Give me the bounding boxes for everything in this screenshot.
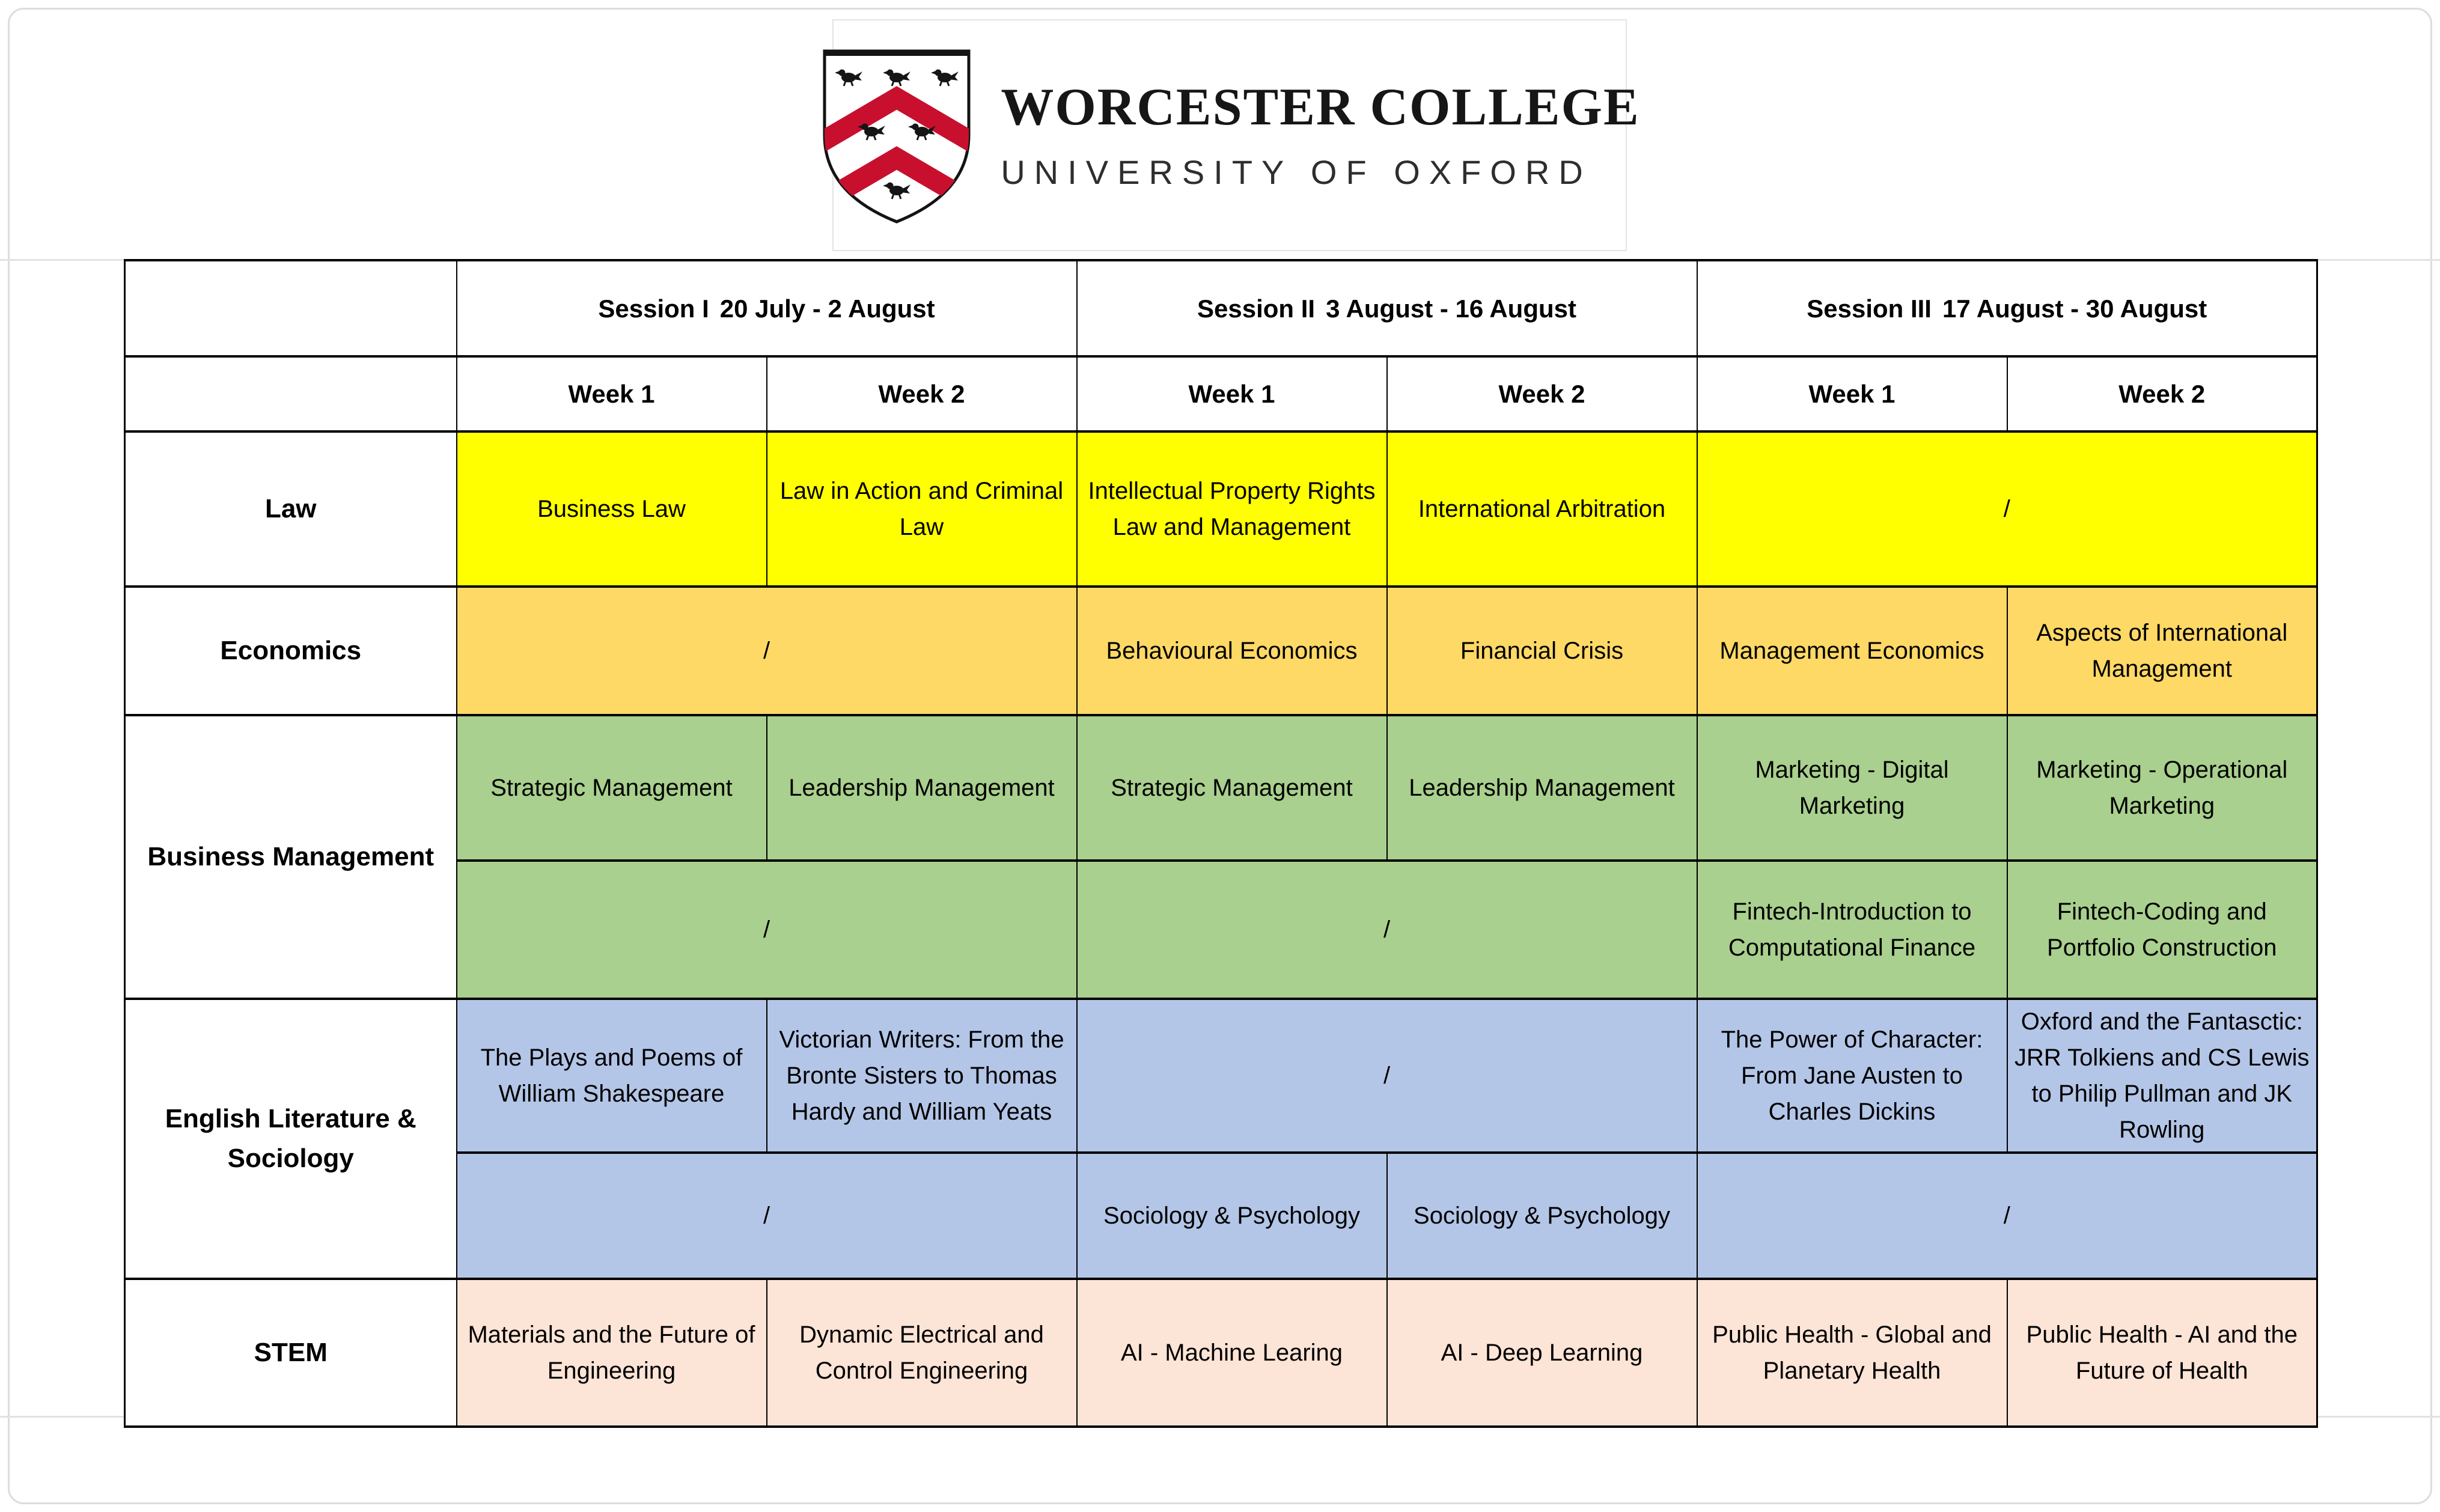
course-cell: Materials and the Future of Engineering [457,1279,767,1427]
course-cell: Behavioural Economics [1077,587,1387,715]
course-cell-empty: / [1697,1153,2317,1279]
session-2-name: Session II [1197,294,1316,323]
week-header: Week 2 [767,356,1077,431]
course-cell: The Plays and Poems of William Shakespeare [457,999,767,1153]
course-cell: International Arbitration [1387,431,1697,587]
session-3-dates: 17 August - 30 August [1942,294,2207,323]
course-cell: Public Health - AI and the Future of Health [2007,1279,2317,1427]
course-cell: Leadership Management [1387,715,1697,861]
university-name: UNIVERSITY OF OXFORD [1001,153,1592,191]
session-3-header [1697,260,2317,356]
category-cell-economics: Economics [125,587,457,715]
course-cell: Fintech-Introduction to Computational Finance [1697,861,2007,999]
course-cell: AI - Deep Learning [1387,1279,1697,1427]
session-1-header [457,260,1077,356]
college-name: WORCESTER COLLEGE [1001,78,1640,137]
course-cell: The Power of Character: From Jane Austen to Charles Dickins [1697,999,2007,1153]
college-logo [832,19,1640,251]
session-1-dates: 20 July - 2 August [719,294,935,323]
category-cell-business-management: Business Management [125,715,457,999]
course-cell: Financial Crisis [1387,587,1697,715]
course-cell-empty: / [1077,861,1697,999]
course-cell: Dynamic Electrical and Control Engineering [767,1279,1077,1427]
week-header: Week 2 [2007,356,2317,431]
course-cell-empty: / [1077,999,1697,1153]
session-2-header [1077,260,1697,356]
course-cell: Public Health - Global and Planetary Health [1697,1279,2007,1427]
category-cell-english-literature-sociology: English Literature & Sociology [125,999,457,1279]
corner-cell [125,356,457,431]
course-cell: Fintech-Coding and Portfolio Construction [2007,861,2317,999]
schedule-table [124,259,2318,1428]
course-cell-empty: / [457,1153,1077,1279]
course-cell: AI - Machine Learing [1077,1279,1387,1427]
corner-cell [125,260,457,356]
worcester-crest-icon [819,45,974,225]
course-cell: Marketing - Operational Marketing [2007,715,2317,861]
course-cell: Sociology & Psychology [1077,1153,1387,1279]
course-cell: Management Economics [1697,587,2007,715]
college-wordmark [1001,79,1639,192]
course-cell: Sociology & Psychology [1387,1153,1697,1279]
course-cell: Strategic Management [1077,715,1387,861]
category-cell-stem: STEM [125,1279,457,1427]
course-cell: Strategic Management [457,715,767,861]
session-3-name: Session III [1807,294,1932,323]
week-header: Week 1 [1077,356,1387,431]
course-cell-empty: / [457,587,1077,715]
course-cell-empty: / [457,861,1077,999]
week-header: Week 2 [1387,356,1697,431]
course-cell: Intellectual Property Rights Law and Management [1077,431,1387,587]
course-cell: Leadership Management [767,715,1077,861]
course-cell: Marketing - Digital Marketing [1697,715,2007,861]
course-cell-empty: / [1697,431,2317,587]
category-cell-law: Law [125,431,457,587]
course-cell: Oxford and the Fantasctic: JRR Tolkiens and CS Lewis to Philip Pullman and JK Rowling [2007,999,2317,1153]
course-cell: Law in Action and Criminal Law [767,431,1077,587]
course-cell: Business Law [457,431,767,587]
session-2-dates: 3 August - 16 August [1326,294,1576,323]
week-header: Week 1 [457,356,767,431]
course-cell: Victorian Writers: From the Bronte Sisters to Thomas Hardy and William Yeats [767,999,1077,1153]
session-1-name: Session I [598,294,709,323]
course-cell: Aspects of International Management [2007,587,2317,715]
week-header: Week 1 [1697,356,2007,431]
